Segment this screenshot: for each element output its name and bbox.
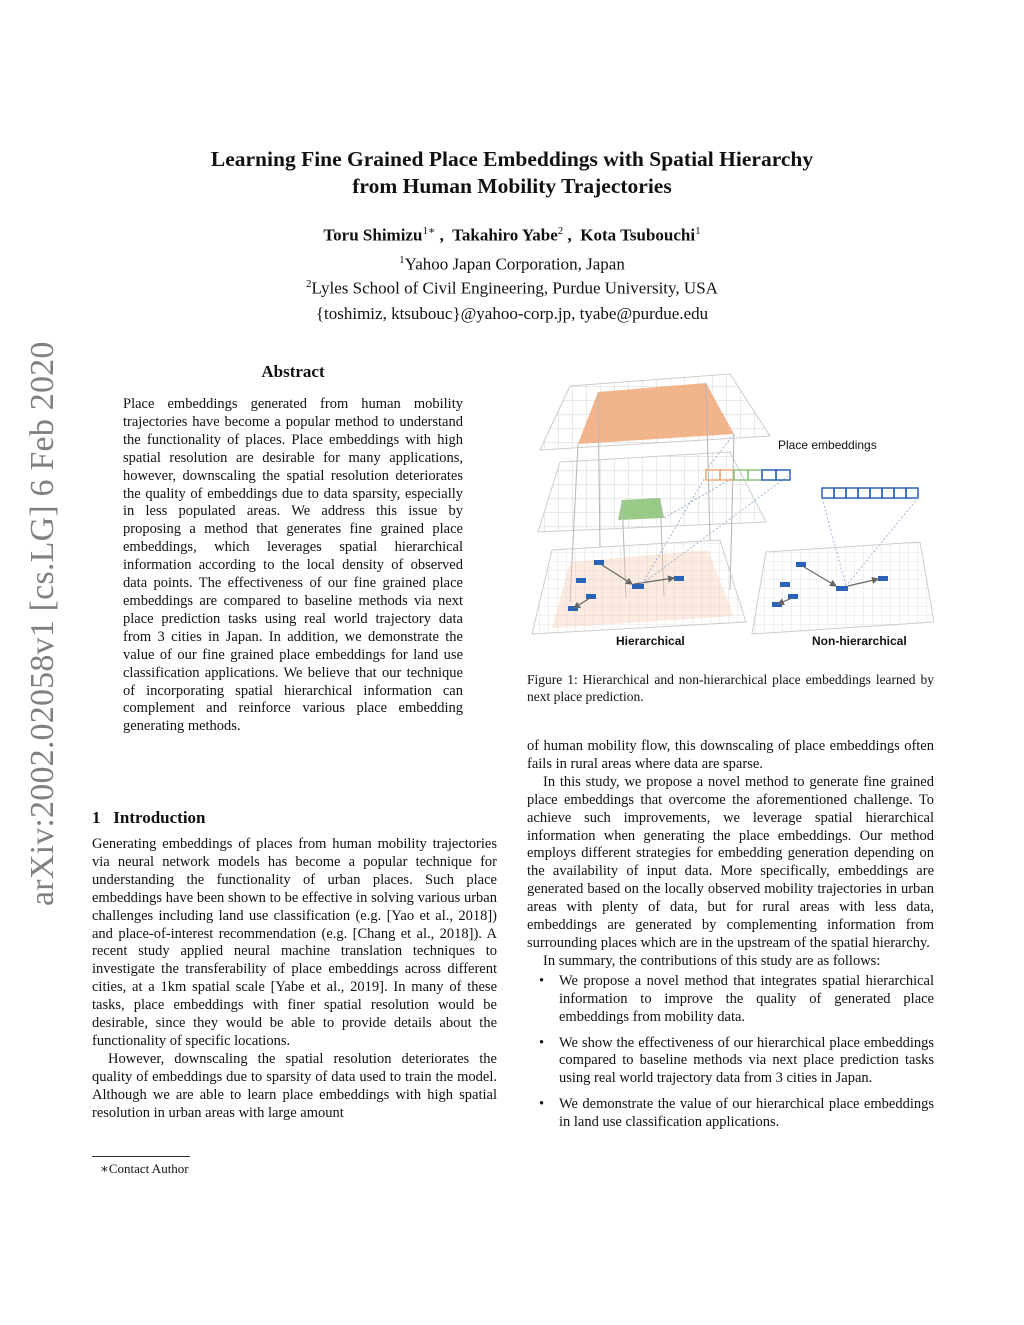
intro-paragraph-2: However, downscaling the spatial resolution deteriorates the quality of embeddings due to sparsity of data used to train the model. Although we are able to learn place embeddings with high spatial resolution in urban areas with large amount — [92, 1050, 497, 1121]
footnote-rule — [92, 1156, 190, 1157]
section-heading-introduction — [92, 808, 206, 828]
label-place-embeddings: Place embeddings — [778, 438, 877, 452]
mid-cell — [618, 498, 664, 520]
right-column-body — [527, 738, 934, 1140]
affiliation-2 — [120, 278, 904, 299]
embedding-vector-non-hierarchical — [822, 488, 918, 498]
list-item: • We show the effectiveness of our hierarchical place embeddings compared to baseline methods via next place prediction tasks using real world trajectory data from 3 cities in Japan. — [559, 1035, 934, 1089]
label-non-hierarchical: Non-hierarchical — [812, 634, 907, 648]
author-sup: 1 — [695, 225, 701, 237]
figure-1-diagram — [530, 372, 934, 652]
title-line-2: from Human Mobility Trajectories — [352, 174, 672, 198]
abstract-heading: Abstract — [261, 362, 325, 381]
figure-1 — [530, 372, 934, 652]
author-name: Toru Shimizu — [323, 225, 423, 245]
paper-title — [120, 146, 904, 200]
list-item: • We demonstrate the value of our hierarchical place embeddings in land use classification applications. — [559, 1096, 934, 1132]
right-paragraph-1: of human mobility flow, this downscaling of place embeddings often fails in rural areas where data are sparse. — [527, 738, 934, 772]
section-number: 1 — [92, 808, 101, 827]
author-name: Takahiro Yabe — [452, 225, 558, 245]
affiliation-text: Yahoo Japan Corporation, Japan — [404, 254, 625, 274]
right-paragraph-2: In this study, we propose a novel method to generate fine grained place embeddings that overcome the aforementioned challenge. To achieve such improvements, we leverage spatial hierarchical information when generating the place embeddings. Our method employs different strategies for embedding generation depending on the availability of input data. More specifically, embeddings are generated based on the locally observed mobility trajectories in urban areas with plenty of data, but for rural areas with less data, embeddings are generated by complementing information from surrounding places which are in the upstream of the spatial hierarchy. — [527, 773, 934, 951]
affiliation-1 — [120, 254, 904, 275]
figure-1-caption: Figure 1: Hierarchical and non-hierarchical place embeddings learned by next place prediction. — [527, 672, 934, 704]
author-sup: 2 — [557, 225, 564, 237]
list-item: • We propose a novel method that integrates spatial hierarchical information to improve the quality of generated place embeddings from mobility data. — [559, 973, 934, 1027]
author-sup: 1∗ — [422, 225, 436, 237]
arxiv-identifier: arXiv:2002.02058v1 [cs.LG] 6 Feb 2020 — [24, 341, 61, 906]
intro-body — [92, 836, 497, 1123]
contribution-list — [527, 973, 934, 1132]
affiliation-sup: 1 — [399, 254, 405, 266]
footnote: ∗Contact Author — [100, 1161, 189, 1176]
section-title: Introduction — [113, 808, 206, 827]
title-line-1: Learning Fine Grained Place Embeddings with Spatial Hierarchy — [210, 147, 814, 171]
affiliation-sup: 2 — [306, 278, 312, 290]
coarse-cell — [578, 383, 734, 444]
abstract-text: Place embeddings generated from human mobility trajectories have become a popular method to understand the functionality of places. Place embeddings with high spatial resolution are desirable for many applications, however, downscaling the spatial resolution deteriorates the quality of embeddings due to data sparsity, especially in less populated areas. We address this issue by proposing a method that generates fine grained place embeddings, which leverages spatial hierarchical information according to the local density of observed data points. The effectiveness of our fine grained place embeddings are compared to baseline methods via next place prediction tasks using real world trajectory data from 3 cities in Japan. In addition, we demonstrate the value of our fine grained place embeddings for land use classification applications. We believe that our technique of incorporating spatial hierarchical information can complement and reinforce various place embedding generating methods. — [123, 396, 463, 735]
author-list: Toru Shimizu$^{1∗}$ , Takahiro Yabe$^2$ , Kota Tsubouchi$^1$ — [323, 225, 701, 245]
abstract-body — [123, 396, 463, 736]
label-hierarchical: Hierarchical — [616, 634, 685, 648]
affiliation-text: Lyles School of Civil Engineering, Purdue University, USA — [311, 278, 718, 298]
right-paragraph-3: In summary, the contributions of this study are as follows: — [543, 952, 881, 969]
author-name: Kota Tsubouchi — [580, 225, 696, 245]
author-emails: {toshimiz, ktsubouc}@yahoo-corp.jp, tyabe@purdue.edu — [315, 304, 709, 323]
intro-paragraph-1: Generating embeddings of places from human mobility trajectories via neural network models has become a popular technique for understanding the functionality of urban places. Such place embeddings have been shown to be effective in solving various urban challenges including land use classification (e.g. [Yao et al., 2018]) and place-of-interest recommendation (e.g. [Chang et al., 2018]). A recent study applied neural machine translation techniques to investigate the transferability of place embeddings across different cities, at a 1km spatial scale [Yabe et al., 2019]. In many of these tasks, place embeddings with finer spatial resolution would be desirable, since they would be able to provide details about the functionality of specific locations. — [92, 836, 497, 1049]
